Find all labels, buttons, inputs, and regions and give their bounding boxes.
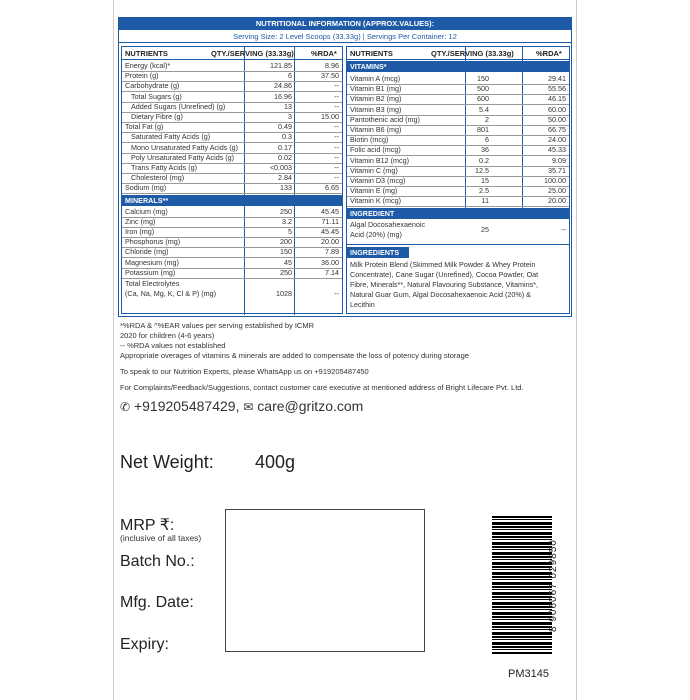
nutrient-name: Calcium (mg): [125, 206, 168, 216]
nutrient-qty: 3.2: [282, 216, 292, 226]
header-qty: QTY./SERVING (33.33g): [431, 49, 514, 58]
table-row: [122, 71, 342, 81]
nutrition-expert-note: To speak to our Nutrition Experts, please WhatsApp us on +919205487450: [120, 367, 369, 376]
nutrient-name: Zinc (mg): [125, 216, 156, 226]
rda-note-1: *%RDA & ^%EAR values per serving established by ICMR: [120, 321, 315, 330]
nutrient-name: Added Sugars (Unrefined) (g): [131, 101, 226, 111]
table-row: [347, 176, 569, 186]
nutrient-rda: 8.96: [325, 61, 339, 70]
ingredients-text: Fibre, Minerals**, Natural Flavouring Substance, Vitamins*,: [350, 279, 539, 289]
nutrient-qty: 250: [280, 206, 292, 216]
nutrient-qty: 45: [284, 257, 292, 267]
nutrient-rda: 55.56: [548, 84, 566, 94]
header-nutrients: NUTRIENTS: [350, 49, 393, 58]
nutrient-name: Folic acid (mcg): [350, 145, 401, 155]
nutrient-name: Dietary Fibre (g): [131, 112, 183, 121]
nutrient-name: Mono Unsaturated Fatty Acids (g): [131, 142, 239, 152]
table-row: [347, 105, 569, 115]
nutrient-qty: 25: [481, 224, 489, 234]
nutrient-rda: 25.00: [548, 186, 566, 196]
table-row: [347, 186, 569, 196]
nutrient-name: Acid (20%) (mg): [350, 229, 402, 239]
nutrient-name: Cholesterol (mg): [131, 173, 185, 183]
nutrient-rda: 15.00: [321, 112, 339, 121]
nutrient-qty: 16.96: [274, 91, 292, 101]
table-row: [122, 143, 342, 153]
nutrient-name: (Ca, Na, Mg, K, Cl & P) (mg): [125, 289, 217, 298]
nutrient-name: Vitamin B1 (mg): [350, 84, 402, 94]
nutrient-name: Poly Unsaturated Fatty Acids (g): [131, 152, 235, 162]
phone-number: +919205487429,: [133, 398, 240, 414]
nutrient-name: Trans Fatty Acids (g): [131, 163, 198, 172]
nutrients-table-left: [121, 46, 343, 314]
table-row: [122, 173, 342, 183]
pm-code: PM3145: [508, 668, 549, 680]
nutrient-qty: 36: [481, 145, 489, 155]
nutrient-rda: 24.00: [548, 135, 566, 145]
table-row: [347, 135, 569, 145]
nutrient-qty: 500: [477, 84, 489, 94]
nutrient-rda: 45.45: [321, 227, 339, 236]
nutrient-name: Saturated Fatty Acids (g): [131, 132, 211, 142]
table-row: [347, 94, 569, 104]
ingredients-text: Natural Guar Gum, Algal Docosahexaenoic Acid (20%) &: [350, 289, 531, 299]
nutrient-qty: 600: [477, 94, 489, 104]
ingredients-text: Concentrate), Cane Sugar (Unrefined), Cocoa Powder, Oat: [350, 269, 539, 279]
batch-label: Batch No.:: [120, 553, 195, 570]
row-divider: [347, 244, 569, 245]
table-row: [347, 145, 569, 155]
nutrient-rda: 60.00: [548, 104, 566, 114]
nutrient-qty: 13: [284, 101, 292, 111]
table-row: [347, 125, 569, 135]
nutrient-name: Iron (mg): [125, 227, 155, 236]
nutrient-qty: 15: [481, 176, 489, 185]
mrp-print-box: [225, 509, 425, 652]
nutrient-qty: 2: [485, 114, 489, 124]
mrp-label: MRP ₹:: [120, 517, 175, 534]
nutrient-name: Vitamin E (mg): [350, 186, 398, 196]
header-rda: %RDA*: [536, 49, 562, 58]
table-row: [122, 81, 342, 91]
nutrient-qty: 6: [485, 135, 489, 145]
email-address: care@gritzo.com: [257, 398, 364, 414]
nutrient-rda: --: [334, 91, 339, 101]
nutrient-rda: --: [334, 173, 339, 183]
table-row: [122, 112, 342, 122]
table-row: [347, 156, 569, 166]
nutrient-name: Energy (kcal)*: [125, 61, 171, 70]
nutrient-rda: --: [334, 163, 339, 172]
table-row: [122, 258, 342, 268]
table-row: [347, 115, 569, 125]
nutrient-qty: 2.5: [479, 186, 489, 196]
email-icon: ✉: [243, 400, 254, 414]
table-row: [122, 247, 342, 257]
nutrition-panel: [118, 17, 572, 317]
nutrient-qty: 250: [280, 267, 292, 277]
nutrients-table-right: [346, 46, 570, 314]
ingredients-text: Lecithin: [350, 299, 375, 309]
table-header: [347, 47, 569, 60]
ingredients-text: Milk Protein Blend (Skimmed Milk Powder & Whey Protein: [350, 259, 536, 269]
nutrient-qty: 133: [280, 183, 292, 193]
table-row: [122, 207, 342, 217]
nutrient-rda: 9.09: [552, 155, 566, 165]
table-row: [122, 163, 342, 173]
table-row: [122, 132, 342, 142]
nutrient-name: Protein (g): [125, 71, 159, 81]
nutrient-name: Sodium (mg): [125, 183, 167, 193]
nutrient-rda: 36.00: [321, 257, 339, 267]
nutrient-name: Vitamin B2 (mg): [350, 94, 402, 104]
nutrient-qty: 0.17: [278, 142, 292, 152]
nutrient-name: Vitamin D3 (mcg): [350, 176, 406, 185]
barcode-number: 8 906067 029850: [548, 539, 559, 633]
table-row: [122, 61, 342, 71]
nutrient-name: Potassium (mg): [125, 267, 176, 277]
nutrient-rda: --: [334, 142, 339, 152]
nutrient-name: Biotin (mcg): [350, 135, 389, 145]
nutrient-name: Magnesium (mg): [125, 257, 179, 267]
header-nutrients: NUTRIENTS: [125, 49, 168, 58]
nutrient-qty: 200: [280, 237, 292, 247]
overage-note: Appropriate overages of vitamins & minerals are added to compensate the loss of potency during storage: [120, 351, 469, 360]
nutrient-name: Algal Docosahexaenoic: [350, 219, 426, 229]
nutrient-name: Total Sugars (g): [131, 91, 182, 101]
nutrient-qty: 0.3: [282, 132, 292, 142]
nutrient-qty: 12.5: [475, 165, 489, 175]
contact-line: [120, 398, 363, 414]
nutrient-rda: 100.00: [544, 176, 566, 185]
nutrient-name: Vitamin B12 (mcg): [350, 155, 409, 165]
nutrient-rda: 20.00: [321, 237, 339, 247]
rda-note-3: -- %RDA values not established: [120, 341, 226, 350]
nutrient-rda: 46.15: [548, 94, 566, 104]
nutrient-qty: 150: [477, 74, 489, 83]
nutrient-qty: 150: [280, 247, 292, 257]
table-row: [122, 102, 342, 112]
nutrient-qty: 801: [477, 125, 489, 134]
nutrient-rda: --: [561, 224, 566, 234]
nutrient-qty: <0.003: [269, 163, 292, 172]
nutrient-name: Chloride (mg): [125, 247, 169, 257]
nutrient-rda: 6.65: [325, 183, 339, 193]
rda-note-2: 2020 for children (4-6 years): [120, 331, 215, 340]
nutrient-rda: --: [334, 101, 339, 111]
table-row: [122, 153, 342, 163]
net-weight-label: Net Weight:: [120, 452, 214, 472]
nutrient-qty: 5: [288, 227, 292, 236]
nutrient-rda: 7.14: [325, 267, 339, 277]
nutrient-rda: 45.45: [321, 206, 339, 216]
nutrient-rda: 71.11: [321, 216, 339, 226]
nutrient-qty: 11: [481, 196, 489, 206]
nutrient-qty: 5.4: [479, 104, 489, 114]
table-row: [122, 279, 342, 301]
complaints-note: For Complaints/Feedback/Suggestions, contact customer care executive at mentioned address of Bright Lifecare Pvt. Ltd.: [120, 383, 524, 392]
nutrient-name: Vitamin B6 (mg): [350, 125, 402, 134]
expiry-label: Expiry:: [120, 636, 169, 653]
nutrient-name: Vitamin B3 (mg): [350, 104, 402, 114]
nutrition-title: NUTRITIONAL INFORMATION (APPROX.VALUES):: [119, 18, 571, 30]
table-row: [122, 183, 342, 193]
table-row: [122, 217, 342, 227]
table-row: [122, 237, 342, 247]
nutrient-qty: 24.86: [274, 81, 292, 91]
nutrient-qty: 121.85: [270, 61, 292, 70]
table-row: [122, 92, 342, 102]
nutrient-rda: 66.75: [548, 125, 566, 134]
nutrient-qty: 0.2: [479, 155, 489, 165]
nutrient-name: Phosphorus (mg): [125, 237, 181, 247]
nutrient-rda: --: [334, 152, 339, 162]
nutrient-rda: --: [334, 122, 339, 132]
phone-icon: ✆: [120, 400, 131, 414]
nutrient-name: Pantothenic acid (mg): [350, 114, 420, 124]
serving-info: Serving Size: 2 Level Scoops (33.33g) | Servings Per Container: 12: [119, 30, 571, 43]
nutrient-qty: 1028: [276, 289, 292, 298]
nutrient-qty: 0.02: [278, 152, 292, 162]
minerals-band: MINERALS**: [122, 195, 342, 206]
table-row: [347, 84, 569, 94]
nutrient-name: Vitamin C (mg): [350, 165, 398, 175]
mfg-date-label: Mfg. Date:: [120, 594, 194, 611]
nutrient-rda: 20.00: [548, 196, 566, 206]
nutrient-rda: --: [334, 289, 339, 298]
header-rda: %RDA*: [311, 49, 337, 58]
mrp-sub-label: (inclusive of all taxes): [120, 533, 202, 543]
table-row: [122, 227, 342, 237]
barcode: [492, 516, 552, 654]
nutrient-rda: 50.00: [548, 114, 566, 124]
nutrient-rda: 29.41: [548, 74, 566, 83]
nutrient-qty: 0.49: [278, 122, 292, 132]
table-row: [347, 220, 569, 242]
nutrient-rda: 45.33: [548, 145, 566, 155]
table-row: [347, 196, 569, 206]
ingredient-band: INGREDIENT: [347, 208, 569, 219]
nutrient-qty: 6: [288, 71, 292, 81]
vitamins-band: VITAMINS*: [347, 61, 569, 72]
nutrient-rda: 7.89: [325, 247, 339, 257]
table-row: [122, 122, 342, 132]
nutrient-rda: --: [334, 81, 339, 91]
nutrient-name: Total Fat (g): [125, 122, 164, 132]
nutrient-name: Vitamin K (mcg): [350, 196, 401, 206]
nutrient-name: Carbohydrate (g): [125, 81, 180, 91]
table-row: [347, 74, 569, 84]
nutrient-name: Vitamin A (mcg): [350, 74, 401, 83]
ingredients-band: INGREDIENTS: [347, 247, 409, 258]
header-qty: QTY./SERVING (33.33g): [211, 49, 294, 58]
nutrient-name: Total Electrolytes: [125, 279, 180, 288]
nutrient-rda: 35.71: [548, 165, 566, 175]
net-weight-value: 400g: [255, 452, 296, 472]
nutrient-rda: --: [334, 132, 339, 142]
table-row: [347, 166, 569, 176]
table-header: [122, 47, 342, 60]
table-row: [122, 268, 342, 278]
nutrient-rda: 37.50: [321, 71, 339, 81]
nutrient-qty: 2.84: [278, 173, 292, 183]
nutrient-qty: 3: [288, 112, 292, 121]
